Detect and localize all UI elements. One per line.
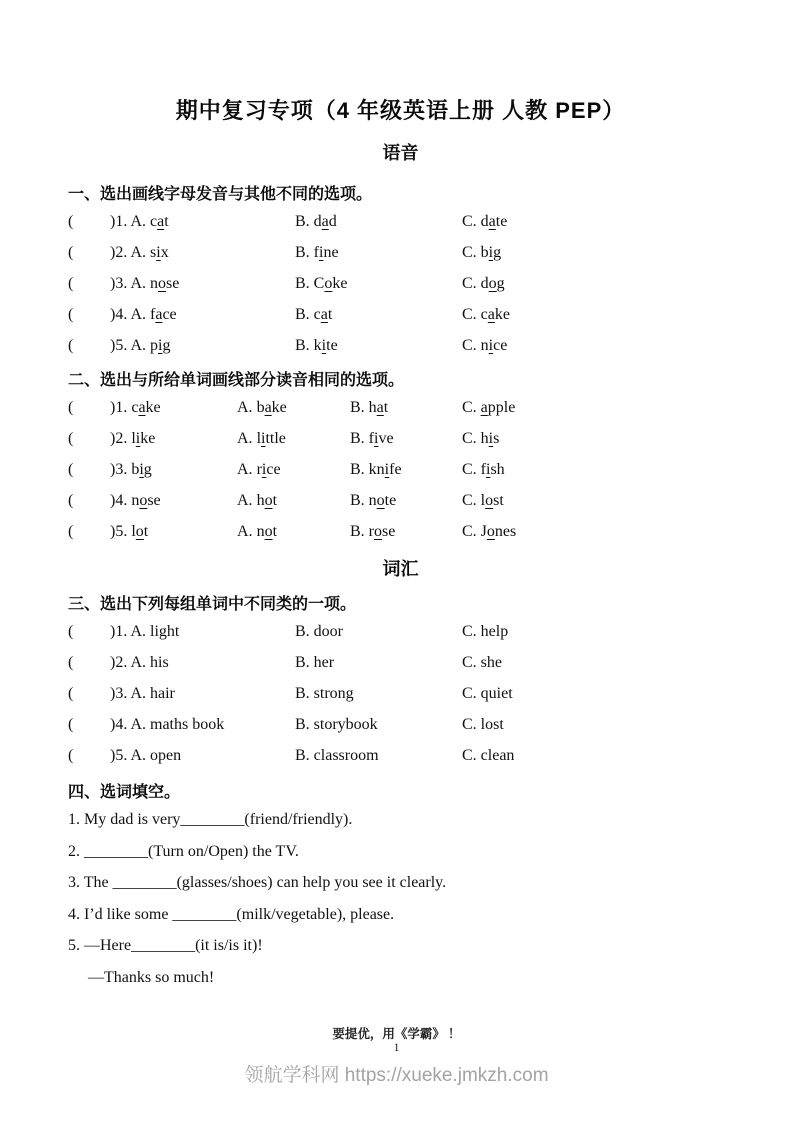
question-row <box>68 616 733 647</box>
section-one-questions <box>68 206 733 361</box>
question-row <box>68 647 733 678</box>
part-header-vocabulary: 词汇 <box>382 559 419 579</box>
option-b: B. strong <box>295 685 354 702</box>
question-row <box>68 299 733 330</box>
answer-bracket: ( <box>68 461 74 478</box>
question-row <box>68 454 733 485</box>
option-a: )4. A. face <box>110 306 177 323</box>
answer-bracket: ( <box>68 716 74 733</box>
option-a: A. little <box>237 430 286 447</box>
section-one-heading: 一、选出画线字母发音与其他不同的选项。 <box>68 186 373 203</box>
option-b: B. door <box>295 623 343 640</box>
option-b: B. Coke <box>295 275 348 292</box>
section-two-heading: 二、选出与所给单词画线部分读音相同的选项。 <box>68 372 405 389</box>
option-c: C. cake <box>462 306 510 323</box>
footer-promo-text: 要提优，用《学霸》 ！ <box>332 1027 461 1041</box>
section-four-heading: 四、选词填空。 <box>68 784 181 801</box>
fill-in-sentence: 3. The ________(glasses/shoes) can help you see it clearly. <box>68 874 447 891</box>
question-row <box>68 516 733 547</box>
option-b: B. note <box>350 492 397 509</box>
question-row <box>68 392 733 423</box>
page-number: 1 <box>393 1040 400 1054</box>
option-c: C. his <box>462 430 500 447</box>
question-row <box>68 485 733 516</box>
option-c: C. fish <box>462 461 505 478</box>
option-a: )4. A. maths book <box>110 716 225 733</box>
option-b: B. rose <box>350 523 396 540</box>
option-c: C. date <box>462 213 508 230</box>
page-title: 期中复习专项（4 年级英语上册 人教 PEP） <box>175 98 626 123</box>
option-b: B. cat <box>295 306 333 323</box>
fill-in-sentence: 2. ________(Turn on/Open) the TV. <box>68 842 299 860</box>
question-row <box>68 268 733 299</box>
question-row <box>68 206 733 237</box>
answer-bracket: ( <box>68 430 74 447</box>
section-two-questions <box>68 392 733 547</box>
given-word: )5. lot <box>110 523 149 540</box>
given-word: )4. nose <box>110 492 161 509</box>
site-watermark: 领航学科网 https://xueke.jmkzh.com <box>244 1065 549 1086</box>
fill-in-sentence: 4. I’d like some ________(milk/vegetable), please. <box>68 905 395 923</box>
option-b: B. hat <box>350 399 389 416</box>
option-b: B. classroom <box>295 747 379 764</box>
option-c: C. quiet <box>462 685 513 702</box>
answer-bracket: ( <box>68 244 74 261</box>
option-c: C. big <box>462 244 502 261</box>
option-b: B. kite <box>295 337 338 354</box>
option-c: C. help <box>462 623 509 640</box>
option-a: )1. A. cat <box>110 213 169 230</box>
option-a: A. not <box>237 523 278 540</box>
answer-bracket: ( <box>68 213 74 230</box>
option-a: A. hot <box>237 492 278 509</box>
given-word: )2. like <box>110 430 156 447</box>
option-c: C. dog <box>462 275 505 292</box>
option-c: C. lost <box>462 716 504 733</box>
answer-bracket: ( <box>68 275 74 292</box>
question-row <box>68 740 733 771</box>
option-a: )5. A. pig <box>110 337 171 354</box>
option-a: )3. A. nose <box>110 275 180 292</box>
fill-in-sentence: 5. —Here________(it is/is it)! <box>68 937 263 954</box>
section-three-heading: 三、选出下列每组单词中不同类的一项。 <box>68 596 357 613</box>
option-c: C. Jones <box>462 523 517 540</box>
option-c: C. nice <box>462 337 508 354</box>
option-c: C. clean <box>462 747 515 764</box>
fill-in-sentence: 1. My dad is very________(friend/friendly). <box>68 811 353 828</box>
option-b: B. her <box>295 654 335 671</box>
option-a: A. rice <box>237 461 281 478</box>
option-c: C. lost <box>462 492 504 509</box>
section-four-sentences <box>68 804 733 962</box>
option-c: C. she <box>462 654 502 671</box>
part-header-phonetics: 语音 <box>382 143 419 163</box>
given-word: )1. cake <box>110 399 161 416</box>
option-a: )2. A. his <box>110 654 169 671</box>
answer-bracket: ( <box>68 306 74 323</box>
answer-bracket: ( <box>68 399 74 416</box>
option-a: A. bake <box>237 399 287 416</box>
sentence-followup: —Thanks so much! <box>88 968 215 986</box>
option-c: C. apple <box>462 399 516 416</box>
question-row <box>68 423 733 454</box>
answer-bracket: ( <box>68 654 74 671</box>
answer-bracket: ( <box>68 492 74 509</box>
answer-bracket: ( <box>68 623 74 640</box>
answer-bracket: ( <box>68 747 74 764</box>
answer-bracket: ( <box>68 523 74 540</box>
question-row <box>68 330 733 361</box>
option-b: B. knife <box>350 461 402 478</box>
given-word: )3. big <box>110 461 152 478</box>
answer-bracket: ( <box>68 337 74 354</box>
question-row <box>68 237 733 268</box>
option-a: )1. A. light <box>110 623 180 640</box>
option-a: )2. A. six <box>110 244 169 261</box>
section-three-questions <box>68 616 733 771</box>
question-row <box>68 678 733 709</box>
option-a: )5. A. open <box>110 747 182 764</box>
option-b: B. dad <box>295 213 337 230</box>
option-a: )3. A. hair <box>110 685 175 702</box>
answer-bracket: ( <box>68 685 74 702</box>
option-b: B. five <box>350 430 394 447</box>
option-b: B. storybook <box>295 716 378 733</box>
option-b: B. fine <box>295 244 339 261</box>
question-row <box>68 709 733 740</box>
